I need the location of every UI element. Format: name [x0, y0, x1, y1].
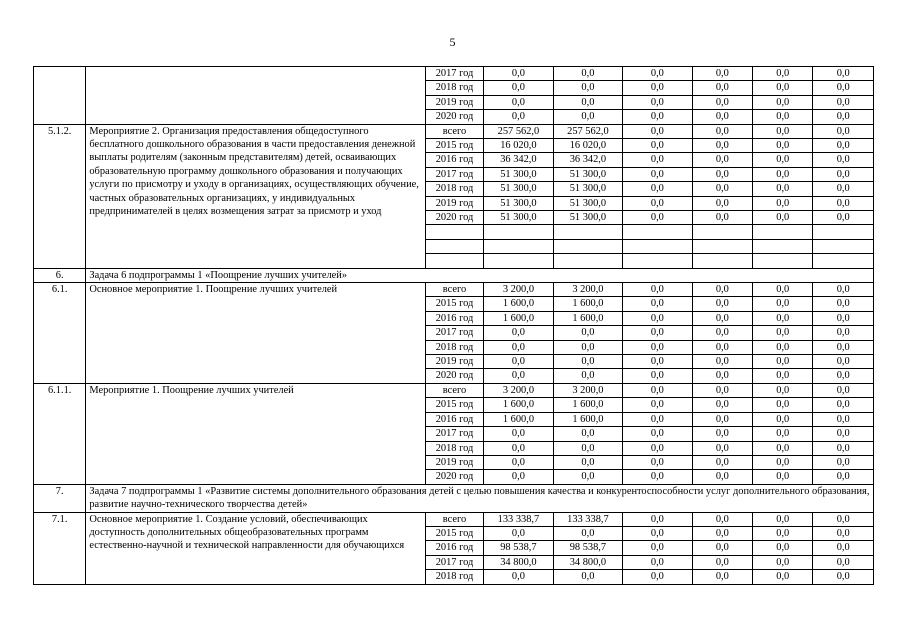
amount-cell: 3 200,0 — [484, 383, 553, 397]
amount-cell: 0,0 — [553, 441, 622, 455]
amount-cell: 0,0 — [623, 182, 692, 196]
table-row — [34, 67, 874, 81]
amount-cell: 0,0 — [484, 369, 553, 383]
year-cell: 2015 год — [425, 297, 483, 311]
amount-cell: 0,0 — [692, 412, 752, 426]
amount-cell: 0,0 — [692, 110, 752, 124]
year-cell: 2018 год — [425, 340, 483, 354]
amount-cell: 34 800,0 — [484, 555, 553, 569]
amount-cell: 1 600,0 — [484, 297, 553, 311]
amount-cell: 0,0 — [813, 541, 874, 555]
year-cell: 2019 год — [425, 196, 483, 210]
amount-cell: 0,0 — [813, 455, 874, 469]
amount-cell: 0,0 — [813, 427, 874, 441]
amount-cell: 0,0 — [753, 427, 813, 441]
amount-cell: 0,0 — [623, 470, 692, 484]
year-cell: 2017 год — [425, 427, 483, 441]
amount-cell: 0,0 — [692, 526, 752, 540]
page-number: 5 — [449, 35, 456, 49]
amount-cell: 0,0 — [623, 167, 692, 181]
amount-cell: 0,0 — [623, 139, 692, 153]
year-cell: всего — [425, 383, 483, 397]
amount-cell — [692, 225, 752, 239]
amount-cell: 0,0 — [692, 81, 752, 95]
amount-cell: 0,0 — [813, 124, 874, 138]
amount-cell: 0,0 — [692, 297, 752, 311]
amount-cell: 0,0 — [623, 369, 692, 383]
amount-cell: 0,0 — [692, 326, 752, 340]
amount-cell: 0,0 — [553, 95, 622, 109]
year-cell: 2019 год — [425, 95, 483, 109]
amount-cell: 0,0 — [813, 211, 874, 225]
amount-cell — [753, 225, 813, 239]
amount-cell: 0,0 — [813, 340, 874, 354]
amount-cell: 0,0 — [692, 124, 752, 138]
amount-cell — [484, 225, 553, 239]
year-cell: 2018 год — [425, 441, 483, 455]
amount-cell: 0,0 — [753, 182, 813, 196]
amount-cell: 0,0 — [553, 427, 622, 441]
amount-cell: 0,0 — [623, 297, 692, 311]
year-cell: всего — [425, 283, 483, 297]
amount-cell: 0,0 — [753, 526, 813, 540]
amount-cell: 0,0 — [692, 182, 752, 196]
amount-cell: 0,0 — [813, 153, 874, 167]
amount-cell: 0,0 — [753, 340, 813, 354]
amount-cell: 0,0 — [484, 67, 553, 81]
budget-table-body — [34, 67, 874, 585]
amount-cell: 0,0 — [692, 541, 752, 555]
amount-cell: 51 300,0 — [484, 196, 553, 210]
amount-cell: 0,0 — [692, 139, 752, 153]
amount-cell: 0,0 — [813, 95, 874, 109]
amount-cell: 0,0 — [484, 355, 553, 369]
amount-cell: 0,0 — [623, 67, 692, 81]
year-cell: 2017 год — [425, 67, 483, 81]
amount-cell: 0,0 — [623, 196, 692, 210]
amount-cell: 0,0 — [484, 340, 553, 354]
amount-cell: 16 020,0 — [484, 139, 553, 153]
amount-cell: 0,0 — [753, 355, 813, 369]
year-cell: 2016 год — [425, 311, 483, 325]
amount-cell: 51 300,0 — [484, 211, 553, 225]
year-cell: 2018 год — [425, 182, 483, 196]
amount-cell: 0,0 — [484, 110, 553, 124]
item-name: Основное мероприятие 1. Поощрение лучших учителей — [86, 283, 425, 384]
item-number: 7.1. — [34, 512, 86, 584]
amount-cell: 0,0 — [813, 110, 874, 124]
amount-cell: 0,0 — [813, 182, 874, 196]
amount-cell: 133 338,7 — [553, 512, 622, 526]
amount-cell: 0,0 — [753, 541, 813, 555]
amount-cell: 36 342,0 — [484, 153, 553, 167]
amount-cell: 0,0 — [813, 383, 874, 397]
amount-cell: 257 562,0 — [553, 124, 622, 138]
amount-cell: 0,0 — [692, 570, 752, 584]
task-number: 6. — [34, 268, 86, 282]
amount-cell: 3 200,0 — [553, 283, 622, 297]
amount-cell — [484, 239, 553, 253]
amount-cell: 0,0 — [484, 427, 553, 441]
amount-cell: 0,0 — [753, 139, 813, 153]
task-title: Задача 7 подпрограммы 1 «Развитие системы дополнительного образования детей с целью повышения качества и конкурентоспособности услуг дополнительного образования, развитие научно-технического творчества детей» — [86, 484, 874, 512]
amount-cell: 0,0 — [813, 369, 874, 383]
amount-cell: 51 300,0 — [553, 196, 622, 210]
amount-cell: 0,0 — [692, 470, 752, 484]
amount-cell: 0,0 — [623, 355, 692, 369]
year-cell: 2020 год — [425, 211, 483, 225]
amount-cell — [753, 254, 813, 268]
amount-cell: 0,0 — [813, 167, 874, 181]
table-row — [34, 512, 874, 526]
amount-cell: 0,0 — [553, 67, 622, 81]
amount-cell: 1 600,0 — [553, 398, 622, 412]
task-title: Задача 6 подпрограммы 1 «Поощрение лучших учителей» — [86, 268, 874, 282]
amount-cell: 0,0 — [553, 470, 622, 484]
amount-cell — [623, 254, 692, 268]
amount-cell: 0,0 — [484, 326, 553, 340]
item-name: Мероприятие 2. Организация предоставления общедоступного бесплатного дошкольного образования в части предоставления денежной выплаты родителям (законным представителям) детей, осваивающих образовательную программу дошкольного образования и получающих услуги по присмотру и уходу в организациях, осуществляющих обучение, частных образовательных организациях, у индивидуальных предпринимателей в целях возмещения затрат за присмотр и уход — [86, 124, 425, 268]
amount-cell: 0,0 — [623, 455, 692, 469]
amount-cell — [484, 254, 553, 268]
amount-cell: 0,0 — [813, 470, 874, 484]
amount-cell — [813, 225, 874, 239]
item-number: 6.1. — [34, 283, 86, 384]
amount-cell: 0,0 — [484, 81, 553, 95]
amount-cell: 51 300,0 — [484, 182, 553, 196]
amount-cell — [623, 225, 692, 239]
amount-cell: 0,0 — [623, 383, 692, 397]
amount-cell: 1 600,0 — [484, 311, 553, 325]
amount-cell: 0,0 — [753, 81, 813, 95]
item-name — [86, 67, 425, 125]
amount-cell: 0,0 — [623, 441, 692, 455]
amount-cell: 0,0 — [623, 555, 692, 569]
amount-cell: 51 300,0 — [553, 211, 622, 225]
amount-cell: 0,0 — [813, 67, 874, 81]
amount-cell: 0,0 — [623, 541, 692, 555]
amount-cell: 1 600,0 — [484, 398, 553, 412]
year-cell: 2017 год — [425, 326, 483, 340]
amount-cell: 0,0 — [623, 283, 692, 297]
year-cell: 2018 год — [425, 81, 483, 95]
amount-cell: 0,0 — [813, 398, 874, 412]
amount-cell — [623, 239, 692, 253]
amount-cell: 0,0 — [623, 311, 692, 325]
amount-cell: 0,0 — [753, 470, 813, 484]
table-row — [34, 283, 874, 297]
amount-cell: 0,0 — [813, 81, 874, 95]
year-cell: 2018 год — [425, 570, 483, 584]
amount-cell: 0,0 — [623, 340, 692, 354]
year-cell: всего — [425, 512, 483, 526]
amount-cell: 0,0 — [692, 196, 752, 210]
amount-cell: 0,0 — [553, 455, 622, 469]
amount-cell — [692, 239, 752, 253]
amount-cell: 0,0 — [692, 340, 752, 354]
amount-cell: 3 200,0 — [484, 283, 553, 297]
amount-cell: 0,0 — [692, 283, 752, 297]
amount-cell: 0,0 — [753, 512, 813, 526]
amount-cell: 257 562,0 — [484, 124, 553, 138]
amount-cell: 51 300,0 — [553, 182, 622, 196]
amount-cell: 0,0 — [692, 67, 752, 81]
amount-cell: 133 338,7 — [484, 512, 553, 526]
table-row — [34, 383, 874, 397]
amount-cell: 0,0 — [692, 427, 752, 441]
amount-cell: 0,0 — [553, 369, 622, 383]
amount-cell: 0,0 — [753, 570, 813, 584]
amount-cell: 0,0 — [484, 526, 553, 540]
amount-cell: 0,0 — [753, 95, 813, 109]
task-row — [34, 268, 874, 282]
amount-cell: 0,0 — [813, 570, 874, 584]
amount-cell: 0,0 — [753, 211, 813, 225]
amount-cell — [553, 239, 622, 253]
amount-cell: 0,0 — [753, 383, 813, 397]
amount-cell: 0,0 — [623, 110, 692, 124]
amount-cell — [813, 254, 874, 268]
amount-cell: 0,0 — [623, 153, 692, 167]
amount-cell — [553, 225, 622, 239]
amount-cell: 0,0 — [692, 369, 752, 383]
amount-cell: 0,0 — [692, 95, 752, 109]
amount-cell — [553, 254, 622, 268]
year-cell: 2016 год — [425, 541, 483, 555]
amount-cell: 0,0 — [692, 383, 752, 397]
amount-cell: 0,0 — [813, 297, 874, 311]
amount-cell: 0,0 — [753, 67, 813, 81]
amount-cell: 0,0 — [692, 398, 752, 412]
amount-cell: 0,0 — [623, 398, 692, 412]
year-cell: 2019 год — [425, 355, 483, 369]
amount-cell: 0,0 — [484, 441, 553, 455]
amount-cell: 0,0 — [553, 355, 622, 369]
amount-cell: 3 200,0 — [553, 383, 622, 397]
amount-cell: 0,0 — [623, 526, 692, 540]
year-cell: 2020 год — [425, 369, 483, 383]
amount-cell: 98 538,7 — [553, 541, 622, 555]
amount-cell: 0,0 — [692, 555, 752, 569]
amount-cell: 0,0 — [692, 455, 752, 469]
amount-cell: 0,0 — [553, 570, 622, 584]
amount-cell: 51 300,0 — [484, 167, 553, 181]
amount-cell: 0,0 — [813, 526, 874, 540]
amount-cell — [753, 239, 813, 253]
amount-cell: 0,0 — [813, 283, 874, 297]
year-cell: 2015 год — [425, 526, 483, 540]
amount-cell: 0,0 — [553, 110, 622, 124]
amount-cell: 0,0 — [623, 427, 692, 441]
year-cell: 2016 год — [425, 412, 483, 426]
amount-cell: 0,0 — [553, 526, 622, 540]
year-cell: 2016 год — [425, 153, 483, 167]
amount-cell: 0,0 — [813, 355, 874, 369]
amount-cell: 0,0 — [753, 326, 813, 340]
amount-cell: 1 600,0 — [553, 297, 622, 311]
amount-cell: 0,0 — [484, 455, 553, 469]
amount-cell: 0,0 — [553, 340, 622, 354]
year-cell: 2020 год — [425, 110, 483, 124]
amount-cell: 0,0 — [484, 470, 553, 484]
amount-cell: 0,0 — [753, 124, 813, 138]
amount-cell: 1 600,0 — [484, 412, 553, 426]
amount-cell: 0,0 — [753, 455, 813, 469]
amount-cell: 0,0 — [753, 153, 813, 167]
amount-cell: 0,0 — [692, 355, 752, 369]
amount-cell: 0,0 — [692, 512, 752, 526]
item-number — [34, 67, 86, 125]
amount-cell: 0,0 — [813, 555, 874, 569]
amount-cell: 98 538,7 — [484, 541, 553, 555]
amount-cell: 0,0 — [753, 369, 813, 383]
amount-cell — [813, 239, 874, 253]
amount-cell: 0,0 — [753, 167, 813, 181]
year-cell — [425, 254, 483, 268]
amount-cell: 0,0 — [753, 196, 813, 210]
amount-cell: 0,0 — [623, 412, 692, 426]
amount-cell: 0,0 — [623, 124, 692, 138]
amount-cell: 51 300,0 — [553, 167, 622, 181]
amount-cell: 0,0 — [753, 110, 813, 124]
amount-cell: 0,0 — [553, 326, 622, 340]
amount-cell: 0,0 — [753, 283, 813, 297]
amount-cell: 1 600,0 — [553, 311, 622, 325]
amount-cell: 0,0 — [623, 95, 692, 109]
amount-cell: 1 600,0 — [553, 412, 622, 426]
amount-cell: 0,0 — [753, 412, 813, 426]
amount-cell: 0,0 — [623, 512, 692, 526]
amount-cell: 0,0 — [484, 570, 553, 584]
year-cell: 2017 год — [425, 167, 483, 181]
amount-cell: 0,0 — [753, 555, 813, 569]
year-cell — [425, 225, 483, 239]
amount-cell: 0,0 — [692, 153, 752, 167]
amount-cell: 0,0 — [753, 297, 813, 311]
year-cell — [425, 239, 483, 253]
amount-cell: 0,0 — [753, 311, 813, 325]
amount-cell: 0,0 — [813, 412, 874, 426]
amount-cell: 0,0 — [753, 441, 813, 455]
year-cell: 2015 год — [425, 139, 483, 153]
amount-cell: 0,0 — [813, 326, 874, 340]
amount-cell: 0,0 — [692, 311, 752, 325]
year-cell: всего — [425, 124, 483, 138]
amount-cell: 0,0 — [623, 570, 692, 584]
budget-table — [33, 66, 874, 585]
amount-cell: 0,0 — [623, 81, 692, 95]
amount-cell: 0,0 — [692, 211, 752, 225]
year-cell: 2019 год — [425, 455, 483, 469]
amount-cell: 0,0 — [692, 167, 752, 181]
item-name: Мероприятие 1. Поощрение лучших учителей — [86, 383, 425, 484]
task-row — [34, 484, 874, 512]
amount-cell: 0,0 — [553, 81, 622, 95]
year-cell: 2017 год — [425, 555, 483, 569]
amount-cell: 0,0 — [623, 326, 692, 340]
amount-cell: 0,0 — [813, 311, 874, 325]
year-cell: 2020 год — [425, 470, 483, 484]
item-number: 6.1.1. — [34, 383, 86, 484]
task-number: 7. — [34, 484, 86, 512]
item-number: 5.1.2. — [34, 124, 86, 268]
amount-cell: 0,0 — [813, 512, 874, 526]
amount-cell: 0,0 — [813, 196, 874, 210]
amount-cell: 0,0 — [813, 139, 874, 153]
amount-cell: 36 342,0 — [553, 153, 622, 167]
amount-cell — [692, 254, 752, 268]
amount-cell: 16 020,0 — [553, 139, 622, 153]
item-name: Основное мероприятие 1. Создание условий, обеспечивающих доступность дополнительных общеобразовательных программ естественно-научной и технической направленности для обучающихся — [86, 512, 425, 584]
amount-cell: 0,0 — [623, 211, 692, 225]
amount-cell: 0,0 — [753, 398, 813, 412]
amount-cell: 0,0 — [813, 441, 874, 455]
amount-cell: 34 800,0 — [553, 555, 622, 569]
amount-cell: 0,0 — [692, 441, 752, 455]
year-cell: 2015 год — [425, 398, 483, 412]
table-row — [34, 124, 874, 138]
amount-cell: 0,0 — [484, 95, 553, 109]
